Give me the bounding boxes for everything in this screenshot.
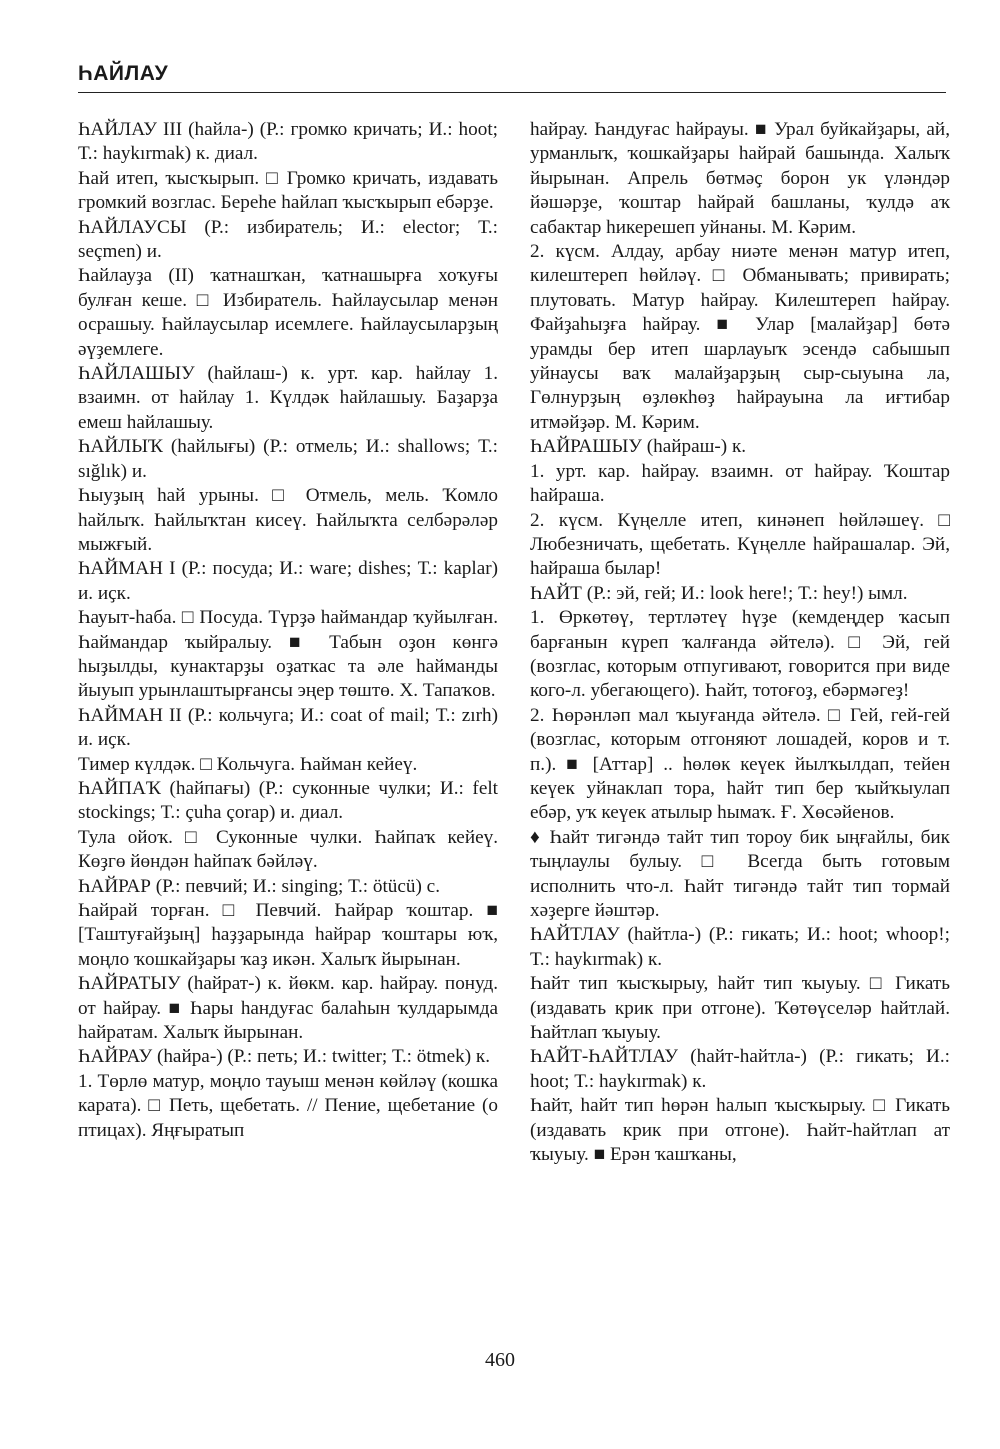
entry-haylausy: ҺАЙЛАУСЫ (Р.: избиратель; И.: elector; Т.: seçmen) и.: [78, 216, 498, 263]
idiom-paragraph: ♦ Һайт тигәндә тайт тип тороу бик ыңғайлы, бик тыңлаулы булыу. □ Всегда быть готовым исполнить что-л. Һайт тигәндә тайт тип тормай хәҙерге йәштәр.: [530, 826, 950, 921]
entry-hayrar: ҺАЙРАР (Р.: певчий; И.: singing; Т.: ötücü) с.: [78, 875, 440, 897]
definition-paragraph: Һайт, һайт тип һөрән һалып ҡысҡырыу. □ Гикать (издавать крик при отгоне). Һайт-һайтлап ат ҡыуыу. ■ Ерән ҡашҡаны,: [530, 1095, 950, 1166]
entry-haypak: ҺАЙПАҠ (һайпағы) (Р.: суконные чулки; И.: felt stockings; Т.: çuha çorap) и. диал.: [78, 777, 498, 824]
definition-paragraph: 1. урт. кар. һайрау. взаимн. от һайрау. Ҡоштар һайраша.: [530, 460, 950, 507]
entry-hayman-ii: ҺАЙМАН II (Р.: кольчуга; И.: coat of mail; Т.: zırh) и. иҫк.: [78, 704, 498, 751]
entry-hayrau: ҺАЙРАУ (һайра-) (Р.: петь; И.: twitter; Т.: ötmek) к.: [78, 1046, 491, 1068]
definition-paragraph: 2. күсм. Алдау, арбау ниәте менән матур итеп, килештереп һөйләү. □ Обманывать; привирать; плутовать. Матур һайрау. Килештереп һайрау. Файҙаһыҙға һайрау. ■ Улар [малайҙар] бөтә урамды бер итеп шарлауыҡ эсендә сабышып уйнаусы ваҡ малайҙарҙың сыр-сыуына ла, Гөлнурҙың өҙлөкһөҙ һайрауына ла иғтибар итмәйҙәр. М. Кәрим.: [530, 241, 950, 433]
entry-hayt-haytlau: ҺАЙТ-ҺАЙТЛАУ (һайт-һайтла-) (Р.: гикать; И.: hoot; Т.: haykırmak) к.: [530, 1046, 950, 1092]
header-rule: [78, 92, 946, 93]
definition-paragraph: Һайлауҙа (II) ҡатнашҡан, ҡатнашырға хоҡуғы булған кеше. □ Избиратель. Һайлаусылар менән осрашыу. Һайлаусылар исемлеге. Һайлаусыларҙың әүҙемлеге.: [78, 265, 498, 360]
definition-paragraph: Тимер күлдәк. □ Кольчуга. Һайман кейеү.: [78, 753, 418, 775]
entry-haytlau: ҺАЙТЛАУ (һайтла-) (Р.: гикать; И.: hoot; whoop!; Т.: haykırmak) к.: [530, 924, 950, 970]
definition-paragraph: 2. күсм. Күңелле итеп, кинәнеп һөйләшеү. □ Любезничать, щебетать. Күңелле һайрашалар. Эй, һайраша былар!: [530, 509, 950, 580]
entry-hayman-i: ҺАЙМАН I (Р.: посуда; И.: ware; dishes; Т.: kaplar) и. иҫк.: [78, 558, 498, 604]
definition-paragraph: Һай итеп, ҡысҡырып. □ Громко кричать, издавать громкий возглас. Береһе һайлап ҡысҡырып ебәрҙе.: [78, 167, 498, 214]
definition-paragraph: 2. Һөрәнләп мал ҡыуғанда әйтелә. □ Гей, гей-гей (возглас, которым отгоняют лошадей, коров и т. п.). ■ [Аттар] .. һөлөк кеүек йылҡылдап, тейен кеүек уйнаклап тора, һайт тип бер ҡыйҡыулап ебәр, уҡ кеүек атылыр һымаҡ. Ғ. Хөсәйенов.: [530, 704, 950, 824]
running-head: ҺАЙЛАУ: [78, 62, 169, 85]
entry-haylashyu: ҺАЙЛАШЫУ (һайлаш-) к. урт. кар. һайлау 1. взаимн. от һайлау 1. Күлдәк һайлашыу. Баҙарҙа емеш һайлашыу.: [78, 363, 498, 433]
entry-hayrashyu: ҺАЙРАШЫУ (һайраш-) к.: [530, 436, 747, 458]
page-number: 460: [485, 1349, 515, 1371]
entry-haylau-iii: ҺАЙЛАУ III (һайла-) (Р.: громко кричать; И.: hoot; Т.: haykırmak) к. диал.: [78, 119, 498, 165]
definition-paragraph: 1. Төрлө матур, моңло тауыш менән көйләү (кошка карата). □ Петь, щебетать. // Пение, щебетание (о птицах). Яңғыратып: [78, 1070, 498, 1141]
left-column: [78, 118, 498, 1143]
right-column: [530, 118, 950, 1167]
entry-haylyk: ҺАЙЛЫҠ (һайлығы) (Р.: отмель; И.: shallows; Т.: sığlık) и.: [78, 436, 498, 482]
definition-paragraph: Һайт тип ҡысҡырыу, һайт тип ҡыуыу. □ Гикать (издавать крик при отгоне). Ҡөтөүселәр һайтлай. Һайтлап ҡыуыу.: [530, 973, 950, 1044]
definition-paragraph: 1. Өркөтөү, тертләтеү һүҙе (кемдеңдер ҡасып барғанын күреп ҡалғанда әйтелә). □ Эй, гей (возглас, которым отпугивают, говорится при виде кого-л. убегающего). Һайт, тотоғоҙ, ебәрмәгеҙ!: [530, 607, 950, 702]
definition-paragraph: Һауыт-һаба. □ Посуда. Түрҙә һаймандар ҡуйылған. Һаймандар ҡыйралыу. ■ Табын оҙон көнгә һыҙылды, кунактарҙы оҙаткас та әле һайманды йыуып урынлаштырғансы эңер төштө. Х. Тапаҡов.: [78, 607, 498, 702]
definition-paragraph: Һайрай торған. □ Певчий. Һайрар ҡоштар. ■ [Таштуғайҙың] һаҙҙарында һайрар ҡоштары юҡ, моңло ҡошкайҙары ҡаҙ икән. Халыҡ йырынан.: [78, 900, 498, 970]
definition-paragraph: Тула ойоҡ. □ Суконные чулки. Һайпаҡ кейеү. Көҙгө йөндән һайпаҡ бәйләү.: [78, 826, 498, 873]
entry-hayt: ҺАЙТ (Р.: эй, гей; И.: look here!; Т.: hey!) ымл.: [530, 582, 908, 604]
entry-hayratyu: ҺАЙРАТЫУ (һайрат-) к. йөкм. кар. һайрау. понуд. от һайрау. ■ Һары һандуғас балаһын ҡулдарымда һайратам. Халыҡ йырынан.: [78, 973, 498, 1044]
definition-paragraph: Һыуҙың һай урыны. □ Отмель, мель. Ҡомло һайлыҡ. Һайлыҡтан кисеү. Һайлыҡта селбәрәләр мыжғый.: [78, 485, 498, 555]
definition-continuation: һайрау. Һандуғас һайрауы. ■ Урал буйкайҙары, ай, урманлыҡ, ҡошкайҙары һайрай башында. Халыҡ йырынан. Апрель бөтмәҫ борон ук үләндәр йәшәрҙе, ҡоштар һайрай башланы, ҡулдә аҡ сабактар һикерешеп уйнаны. М. Кәрим.: [530, 119, 950, 238]
